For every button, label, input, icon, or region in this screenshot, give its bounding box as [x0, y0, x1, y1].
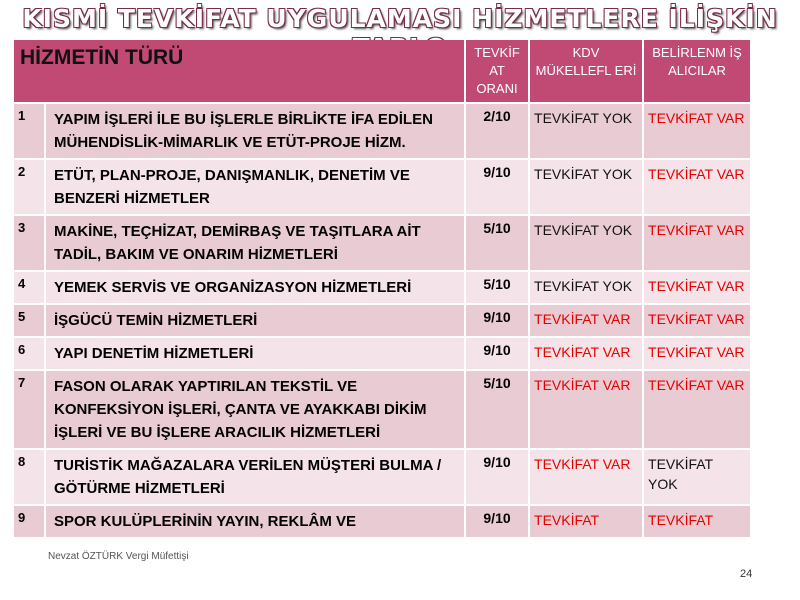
designated-status: TEVKİFAT VAR	[644, 160, 752, 216]
header-designated: BELİRLENM İŞ ALICILAR	[644, 40, 752, 104]
kdv-status: TEVKİFAT VAR	[530, 450, 644, 506]
designated-status: TEVKİFAT YOK	[644, 450, 752, 506]
tevkifat-rate: 5/10	[466, 216, 530, 272]
kdv-status: TEVKİFAT YOK	[530, 216, 644, 272]
designated-status: TEVKİFAT VAR	[644, 104, 752, 160]
row-number: 8	[14, 450, 46, 506]
table-row	[14, 450, 752, 506]
tevkifat-rate: 2/10	[466, 104, 530, 160]
table-row	[14, 371, 752, 450]
row-number: 1	[14, 104, 46, 160]
row-number: 5	[14, 305, 46, 338]
table-row	[14, 104, 752, 160]
table-row	[14, 160, 752, 216]
service-name: FASON OLARAK YAPTIRILAN TEKSTİL VE KONFEKSİYON İŞLERİ, ÇANTA VE AYAKKABI DİKİM İŞLERİ VE BU İŞLERE ARACILIK HİZMETLERİ	[46, 371, 466, 450]
kdv-status: TEVKİFAT YOK	[530, 160, 644, 216]
service-name: TURİSTİK MAĞAZALARA VERİLEN MÜŞTERİ BULMA / GÖTÜRME HİZMETLERİ	[46, 450, 466, 506]
kdv-status: TEVKİFAT VAR	[530, 305, 644, 338]
row-number: 2	[14, 160, 46, 216]
table-body	[14, 104, 752, 539]
table-row	[14, 305, 752, 338]
tevkifat-rate: 9/10	[466, 338, 530, 371]
tevkifat-rate: 9/10	[466, 450, 530, 506]
row-number: 6	[14, 338, 46, 371]
kdv-status: TEVKİFAT	[530, 506, 644, 539]
service-name: YAPI DENETİM HİZMETLERİ	[46, 338, 466, 371]
tevkifat-rate: 9/10	[466, 506, 530, 539]
table-row	[14, 272, 752, 305]
tevkifat-rate: 5/10	[466, 272, 530, 305]
service-name: YAPIM İŞLERİ İLE BU İŞLERLE BİRLİKTE İFA EDİLEN MÜHENDİSLİK-MİMARLIK VE ETÜT-PROJE HİZM.	[46, 104, 466, 160]
table-header-row	[14, 40, 752, 104]
footer-author: Nevzat ÖZTÜRK Vergi Müfettişi	[48, 551, 189, 562]
service-table-wrapper	[14, 40, 752, 600]
service-name: İŞGÜCÜ TEMİN HİZMETLERİ	[46, 305, 466, 338]
row-number: 7	[14, 371, 46, 450]
designated-status: TEVKİFAT VAR	[644, 338, 752, 371]
kdv-status: TEVKİFAT VAR	[530, 371, 644, 450]
slide-title: KISMİ TEVKİFAT UYGULAMASI HİZMETLERE İLİŞKİN	[22, 4, 778, 33]
designated-status: TEVKİFAT VAR	[644, 272, 752, 305]
tevkifat-rate: 9/10	[466, 305, 530, 338]
kdv-status: TEVKİFAT YOK	[530, 272, 644, 305]
table-row	[14, 338, 752, 371]
row-number: 9	[14, 506, 46, 539]
service-name: SPOR KULÜPLERİNİN YAYIN, REKLÂM VE	[46, 506, 466, 539]
tevkifat-rate: 9/10	[466, 160, 530, 216]
page-number: 24	[740, 568, 753, 580]
tevkifat-rate: 5/10	[466, 371, 530, 450]
service-name: YEMEK SERVİS VE ORGANİZASYON HİZMETLERİ	[46, 272, 466, 305]
designated-status: TEVKİFAT VAR	[644, 371, 752, 450]
service-name: ETÜT, PLAN-PROJE, DANIŞMANLIK, DENETİM VE BENZERİ HİZMETLER	[46, 160, 466, 216]
row-number: 4	[14, 272, 46, 305]
header-rate: TEVKİF AT ORANI	[466, 40, 530, 104]
service-table	[14, 40, 752, 539]
table-row	[14, 506, 752, 539]
designated-status: TEVKİFAT	[644, 506, 752, 539]
designated-status: TEVKİFAT VAR	[644, 216, 752, 272]
service-name: MAKİNE, TEÇHİZAT, DEMİRBAŞ VE TAŞITLARA AİT TADİL, BAKIM VE ONARIM HİZMETLERİ	[46, 216, 466, 272]
kdv-status: TEVKİFAT VAR	[530, 338, 644, 371]
table-row	[14, 216, 752, 272]
designated-status: TEVKİFAT VAR	[644, 305, 752, 338]
row-number: 3	[14, 216, 46, 272]
kdv-status: TEVKİFAT YOK	[530, 104, 644, 160]
header-service-type: HİZMETİN TÜRÜ	[14, 40, 466, 104]
header-kdv: KDV MÜKELLEFL ERİ	[530, 40, 644, 104]
